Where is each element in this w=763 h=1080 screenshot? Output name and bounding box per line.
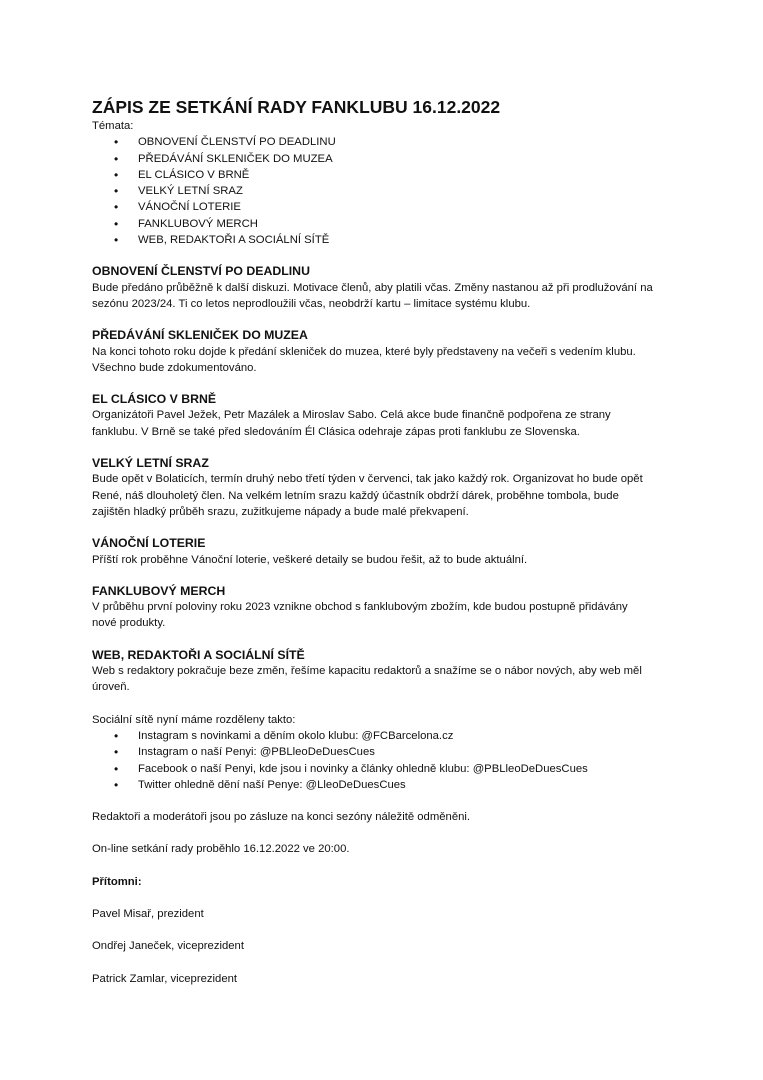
section-heading: FANKLUBOVÝ MERCH (92, 583, 226, 598)
social-item: • Facebook o naší Penyi, kde jsou i novinky a články ohledně klubu: @PBLleoDeDuesCues (92, 761, 682, 777)
topic-item: • FANKLUBOVÝ MERCH (92, 216, 682, 232)
topics-list (92, 134, 682, 248)
social-list (92, 728, 682, 793)
topic-item: • OBNOVENÍ ČLENSTVÍ PO DEADLINU (92, 134, 682, 150)
section-web (92, 647, 682, 987)
social-item: • Instagram s novinkami a děním okolo klubu: @FCBarcelona.cz (92, 728, 682, 744)
section-merch (92, 583, 682, 632)
social-item: • Twitter ohledně dění naší Penye: @LleoDeDuesCues (92, 777, 682, 793)
section-line: René, náš dlouholetý člen. Na velkém letním srazu každý účastník obdrží dárek, proběhne tombola, bude (92, 489, 619, 502)
section-summer-meetup (92, 455, 682, 520)
section-heading: VÁNOČNÍ LOTERIE (92, 536, 206, 551)
social-intro: Sociální sítě nyní máme rozděleny takto: (92, 713, 296, 726)
section-line: Bude předáno průběžně k další diskuzi. Motivace členů, aby platili včas. Změny nastanou až při prodlužování na (92, 281, 653, 294)
topic-item: • VÁNOČNÍ LOTERIE (92, 199, 682, 215)
section-line: úroveň. (92, 681, 130, 694)
document-title: ZÁPIS ZE SETKÁNÍ RADY FANKLUBU 16.12.2022 (92, 97, 501, 117)
section-line: sezónu 2023/24. Ti co letos neprodloužili včas, neobdrží kartu – limitace systému klubu. (92, 297, 531, 310)
section-heading: WEB, REDAKTOŘI A SOCIÁLNÍ SÍTĚ (92, 647, 305, 662)
section-line: V průběhu první poloviny roku 2023 vznikne obchod s fanklubovým zbožím, kde budou postupně přidávány (92, 601, 628, 614)
section-lottery (92, 535, 682, 568)
reward-note: Redaktoři a moderátoři jsou po zásluze na konci sezóny náležitě odměněni. (92, 811, 471, 824)
topic-item: • PŘEDÁVÁNÍ SKLENIČEK DO MUZEA (92, 151, 682, 167)
section-line: nové produkty. (92, 617, 166, 630)
attendee: Patrick Zamlar, viceprezident (92, 972, 238, 985)
section-el-clasico (92, 391, 682, 440)
document-page (92, 96, 682, 987)
section-line: Bude opět v Bolaticích, termín druhý nebo třetí týden v červenci, tak jako každý rok. Organizovat ho bude opět (92, 473, 643, 486)
section-line: Web s redaktory pokračuje beze změn, řešíme kapacitu redaktorů a snažíme se o nábor nových, aby web měl (92, 665, 642, 678)
section-heading: OBNOVENÍ ČLENSTVÍ PO DEADLINU (92, 264, 310, 279)
social-item: • Instagram o naší Penyi: @PBLleoDeDuesCues (92, 744, 682, 760)
section-heading: EL CLÁSICO V BRNĚ (92, 392, 217, 407)
section-membership (92, 263, 682, 312)
section-museum (92, 327, 682, 376)
topic-item: • VELKÝ LETNÍ SRAZ (92, 183, 682, 199)
meeting-note: On-line setkání rady proběhlo 16.12.2022 ve 20:00. (92, 843, 350, 856)
section-heading: VELKÝ LETNÍ SRAZ (92, 456, 209, 471)
section-line: zajištěn hladký průběh srazu, zužitkujeme nápady a bude malé překvapení. (92, 505, 469, 518)
section-line: Všechno bude zdokumentováno. (92, 361, 257, 374)
attendees-label: Přítomni: (92, 875, 142, 888)
section-line: Příští rok proběhne Vánoční loterie, veškeré detaily se budou řešit, až to bude aktuální. (92, 553, 528, 566)
attendee: Pavel Misař, prezident (92, 907, 204, 920)
section-line: fanklubu. V Brně se také před sledováním Él Clásica odehraje zápas proti fanklubu ze Slovenska. (92, 425, 580, 438)
section-line: Organizátoři Pavel Ježek, Petr Mazálek a Miroslav Sabo. Celá akce bude finančně podpořena ze strany (92, 409, 611, 422)
topics-label: Témata: (92, 120, 134, 132)
section-heading: PŘEDÁVÁNÍ SKLENIČEK DO MUZEA (92, 328, 308, 343)
attendee: Ondřej Janeček, viceprezident (92, 940, 244, 953)
topic-item: • EL CLÁSICO V BRNĚ (92, 167, 682, 183)
topic-item: • WEB, REDAKTOŘI A SOCIÁLNÍ SÍTĚ (92, 232, 682, 248)
section-line: Na konci tohoto roku dojde k předání skleniček do muzea, které byly představeny na večeři s vedením klubu. (92, 345, 636, 358)
